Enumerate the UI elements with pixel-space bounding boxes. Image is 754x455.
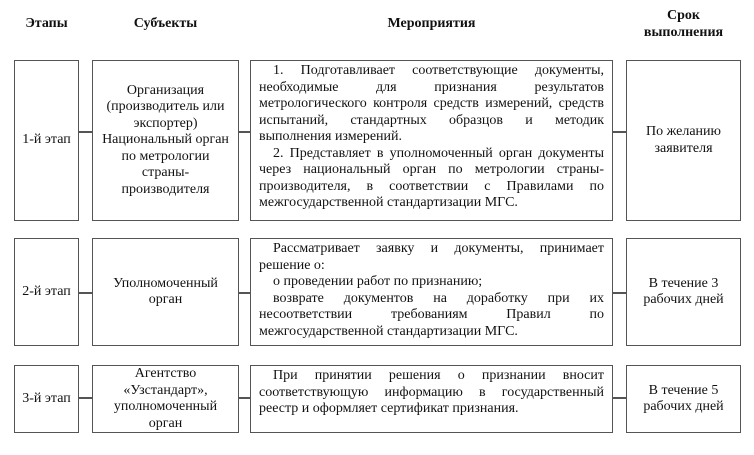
activities-2-box	[250, 238, 613, 346]
deadline-label: В течение 3 рабочих дней	[643, 275, 724, 307]
subject-label: Агентство «Узстандарт», уполномоченный орган	[113, 366, 218, 431]
stage-label: 2-й этап	[22, 283, 71, 299]
header-subjects: Субъекты	[133, 16, 198, 31]
header-deadline: Срок выполнения	[643, 8, 724, 40]
deadline-2-box	[626, 238, 741, 346]
stage-label: 3-й этап	[22, 390, 71, 406]
activity-text: При принятии решения о признании вносит соответствующую информацию в государственный реестр и оформляет сертификат признания.	[259, 368, 604, 416]
activity-text: 1. Подготавливает соответствующие документы, необходимые для признания результатов метрологического контроля средств измерений, средств испытаний, стандартных образцов и методик выполнения измерений.	[259, 63, 604, 144]
connector	[613, 397, 626, 399]
header-stages: Этапы	[25, 16, 68, 31]
subject-2-box	[92, 238, 239, 346]
connector	[613, 131, 626, 133]
connector	[239, 131, 250, 133]
deadline-3-box	[626, 365, 741, 433]
deadline-label: По желанию заявителя	[646, 124, 721, 156]
header-activities: Мероприятия	[387, 16, 476, 31]
connector	[239, 292, 250, 294]
connector	[613, 292, 626, 294]
deadline-1-box	[626, 60, 741, 221]
activity-text: Рассматривает заявку и документы, принимает решение о:	[259, 241, 604, 273]
subject-label: Уполномоченный орган	[113, 275, 218, 307]
subject-3-box	[92, 365, 239, 433]
activity-text: возврате документов на доработку при их несоответствии требованиям Правил по межгосударственной стандартизации МГС.	[259, 290, 604, 339]
stage-3-box	[14, 365, 79, 433]
subject-label: Организация (производитель или экспортер) Национальный орган по метрологии страны-производителя	[102, 82, 229, 197]
connector	[79, 397, 92, 399]
connector	[79, 292, 92, 294]
connector	[79, 131, 92, 133]
stage-2-box	[14, 238, 79, 346]
activities-3-box	[250, 365, 613, 433]
stage-label: 1-й этап	[22, 132, 71, 148]
subject-1-box	[92, 60, 239, 221]
connector	[239, 397, 250, 399]
stage-1-box	[14, 60, 79, 221]
deadline-label: В течение 5 рабочих дней	[643, 382, 724, 414]
activities-1-box	[250, 60, 613, 221]
activity-text: о проведении работ по признанию;	[273, 274, 483, 289]
activity-text: 2. Представляет в уполномоченный орган документы через национальный орган по метрологии страны-производителя, в соответствии с Правилами по межгосударственной стандартизации МГС.	[259, 145, 604, 210]
